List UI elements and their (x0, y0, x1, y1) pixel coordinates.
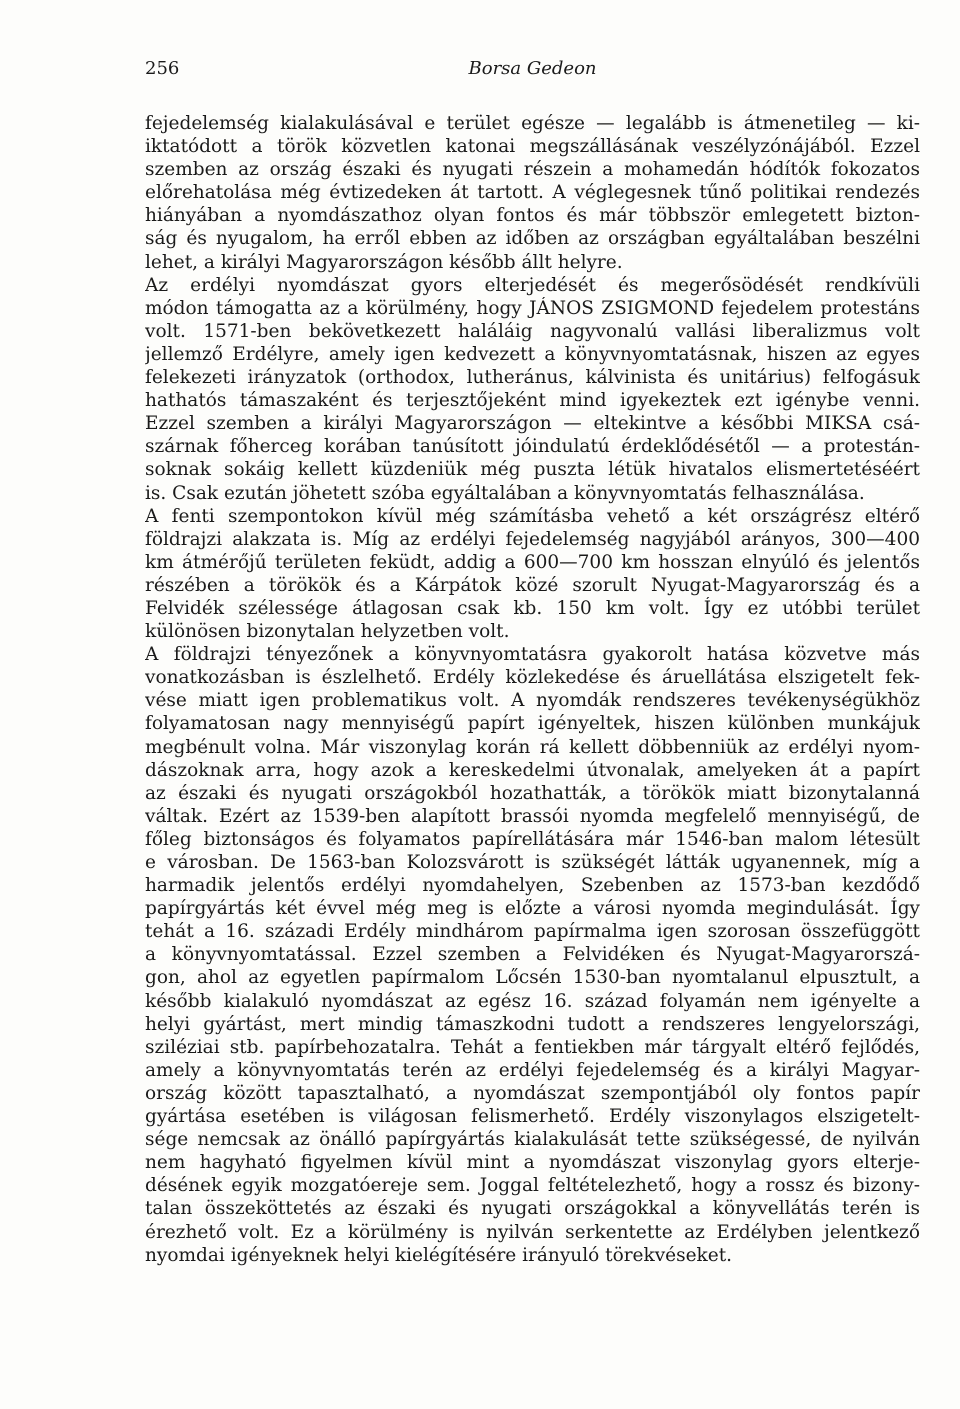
text-line: gyártása esetében is világosan felismerhető. Erdély viszonylagos elszigetelt- (145, 1106, 920, 1128)
text-line: hiányában a nyomdászathoz olyan fontos és már többször emlegetett bizton- (145, 205, 920, 227)
text-line: A földrajzi tényezőnek a könyvnyomtatásra gyakorolt hatása közvetve más (145, 644, 920, 666)
text-line: ország között tapasztalható, a nyomdászat szempontjából oly fontos papír (145, 1082, 920, 1104)
text-line: vonatkozásban is észlelhető. Erdély közlekedése és áruellátása elszigetelt fek- (145, 667, 920, 689)
text-line: előrehatolása még évtizedeken át tartott. A véglegesnek tűnő politikai rendezés (145, 182, 920, 204)
body-text (145, 112, 920, 1267)
text-line: dászoknak arra, hogy azok a kereskedelmi útvonalak, amelyeken át a papírt (145, 759, 920, 781)
text-line: a könyvnyomtatással. Ezzel szemben a Felvidéken és Nyugat-Magyarorszá- (145, 944, 920, 966)
running-head-author: Borsa Gedeon (468, 58, 597, 79)
text-line: felekezeti irányzatok (orthodox, lutheránus, kálvinista és unitárius) felfogásuk (145, 367, 920, 389)
text-line: nyomdai igényeknek helyi kielégítésére irányuló törekvéseket. (145, 1244, 733, 1266)
text-line: később kialakuló nyomdászat az egész 16. század folyamán nem igényelte a (145, 990, 920, 1012)
text-line: szárnak főherceg korában tanúsított jóindulatú érdeklődésétől — a protestán- (145, 436, 920, 458)
text-line: désének egyik mozgatóereje sem. Joggal feltételezhető, hogy a rossz és bizony- (145, 1175, 920, 1197)
text-line: főleg biztonságos és folyamatos papírellátására már 1546-ban malom létesült (145, 828, 920, 850)
text-line: Ezzel szemben a királyi Magyarországon — eltekintve a későbbi MIKSA csá- (145, 413, 920, 435)
text-line: különösen bizonytalan helyzetben volt. (145, 621, 510, 643)
text-line: váltak. Ezért az 1539-ben alapított brassói nyomda megfelelő mennyiségű, de (145, 805, 920, 827)
text-line: iktatódott a török közvetlen katonai megszállásának veszélyzónájából. Ezzel (145, 136, 920, 158)
text-line: km átmérőjű területen feküdt, addig a 600—700 km hosszan elnyúló és jelentős (145, 551, 920, 573)
text-line: földrajzi alakzata is. Míg az erdélyi fejedelemség nagyjából arányos, 300—400 (145, 528, 920, 550)
text-line: papírgyártás két évvel még meg is előzte a városi nyomda megindulását. Így (145, 898, 920, 920)
text-line: amely a könyvnyomtatás terén az erdélyi fejedelemség és a királyi Magyar- (145, 1059, 920, 1081)
page-number: 256 (145, 58, 180, 79)
text-line: sziléziai stb. papírbehozatalra. Tehát a fentiekben már tárgyalt eltérő fejlődés, (145, 1036, 920, 1058)
text-line: nem hagyható figyelmen kívül mint a nyomdászat viszonylag gyors elterje- (145, 1152, 920, 1174)
text-line: volt. 1571-ben bekövetkezett haláláig nagyvonalú vallási liberalizmus volt (145, 320, 920, 342)
text-line: folyamatosan nagy mennyiségű papírt igényeltek, hiszen különben munkájuk (145, 713, 920, 735)
text-line: hathatós támaszaként és terjesztőjeként mind igyekeztek ezt igénybe venni. (145, 390, 920, 412)
text-line: helyi gyártást, mert mindig támaszkodni tudott a rendszeres lengyelországi, (145, 1013, 920, 1035)
text-line: talan összeköttetés az északi és nyugati országokkal a könyvellátás terén is (145, 1198, 920, 1220)
text-line: megbénult volna. Már viszonylag korán rá kellett döbbenniük az erdélyi nyom- (145, 736, 920, 758)
text-line: az északi és nyugati országokból hozathatták, a törökök miatt bizonytalanná (145, 782, 920, 804)
text-line: fejedelemség kialakulásával e terület egésze — legalább is átmenetileg — ki- (145, 113, 920, 134)
text-line: tehát a 16. századi Erdély mindhárom papírmalma igen szorosan összefüggött (145, 921, 920, 943)
text-line: sége nemcsak az önálló papírgyártás kialakulását tette szükségessé, de nyilván (145, 1129, 920, 1151)
text-line: lehet, a királyi Magyarországon később állt helyre. (145, 251, 623, 273)
text-line: is. Csak ezután jöhetett szóba egyáltalában a könyvnyomtatás felhasználása. (145, 482, 865, 504)
text-line: gon, ahol az egyetlen papírmalom Lőcsén 1530-ban nyomtalanul elpusztult, a (145, 967, 920, 989)
running-head (145, 58, 920, 88)
text-line: ság és nyugalom, ha erről ebben az időben az országban egyáltalában beszélni (145, 228, 920, 250)
text-line: szemben az ország északi és nyugati részein a mohamedán hódítók fokozatos (145, 159, 920, 181)
text-line: soknak sokáig kellett küzdeniük még puszta létük hivatalos elismertetéséért (145, 459, 920, 481)
text-line: részében a törökök és a Kárpátok közé szorult Nyugat-Magyarország és a (145, 574, 920, 596)
text-line: érezhető volt. Ez a körülmény is nyilván serkentette az Erdélyben jelentkező (145, 1221, 920, 1243)
text-line: vése miatt igen problematikus volt. A nyomdák rendszeres tevékenységükhöz (145, 690, 920, 712)
text-line: Az erdélyi nyomdászat gyors elterjedését és megerősödését rendkívüli (145, 274, 920, 296)
text-line: A fenti szempontokon kívül még számításba vehető a két országrész eltérő (145, 505, 920, 527)
text-line: módon támogatta az a körülmény, hogy JÁNOS ZSIGMOND fejedelem protestáns (145, 297, 920, 319)
text-line: e városban. De 1563-ban Kolozsvárott is szükségét látták ugyanennek, míg a (145, 852, 920, 873)
text-line: harmadik jelentős erdélyi nyomdahelyen, Szebenben az 1573-ban kezdődő (145, 875, 920, 897)
text-line: jellemző Erdélyre, amely igen kedvezett a könyvnyomtatásnak, hiszen az egyes (145, 343, 920, 365)
text-line: Felvidék szélessége átlagosan csak kb. 150 km volt. Így ez utóbbi terület (145, 597, 920, 619)
